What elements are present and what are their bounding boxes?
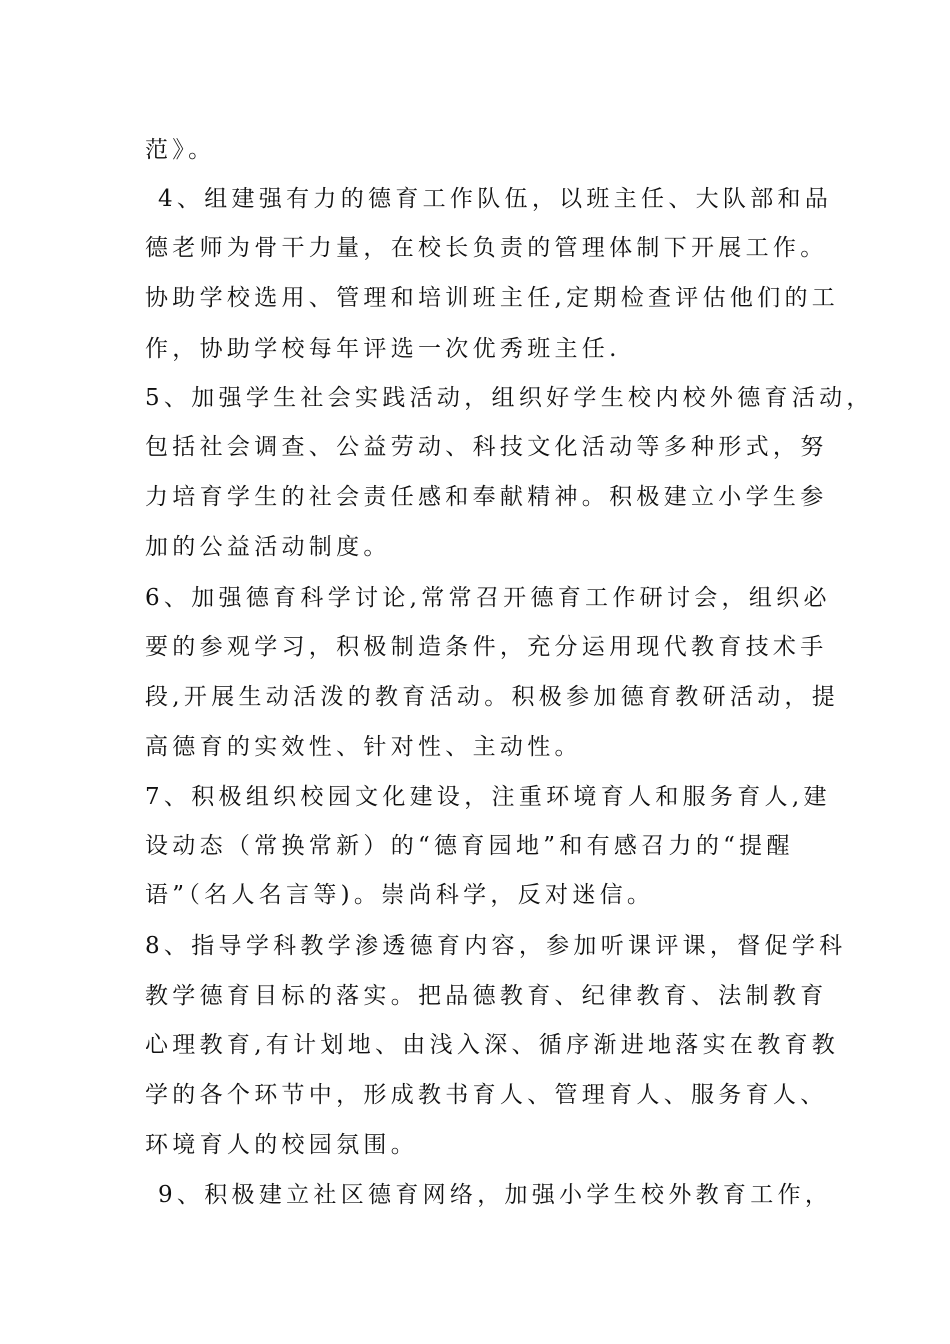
text-line: 9、积极建立社区德育网络，加强小学生校外教育工作，: [158, 1182, 833, 1208]
text-line: 段,开展生动活泼的教育活动。积极参加德育教研活动，提: [145, 684, 840, 710]
text-line: 作，协助学校每年评选一次优秀班主任.: [145, 336, 621, 362]
text-line: 教学德育目标的落实。把品德教育、纪律教育、法制教育: [145, 983, 828, 1009]
text-line: 要的参观学习，积极制造条件，充分运用现代教育技术手: [145, 634, 828, 660]
text-line: 设动态（常换常新）的“德育园地”和有感召力的“提醒: [145, 833, 794, 859]
text-line: 范》。: [145, 137, 216, 163]
text-line: 8、指导学科教学渗透德育内容，参加听课评课，督促学科: [145, 933, 847, 959]
text-line: 语”（名人名言等)。崇尚科学，反对迷信。: [145, 882, 655, 908]
text-line: 环境育人的校园氛围。: [145, 1132, 418, 1158]
text-line: 7、积极组织校园文化建设，注重环境育人和服务育人,建: [145, 784, 831, 810]
text-line: 5、加强学生社会实践活动，组织好学生校内校外德育活动，: [145, 385, 874, 411]
text-line: 德老师为骨干力量，在校长负责的管理体制下开展工作。: [145, 235, 828, 261]
text-line: 高德育的实效性、针对性、主动性。: [145, 734, 582, 760]
text-line: 学的各个环节中，形成教书育人、管理育人、服务育人、: [145, 1082, 828, 1108]
text-line: 协助学校选用、管理和培训班主任,定期检查评估他们的工: [145, 285, 840, 311]
text-line: 包括社会调查、公益劳动、科技文化活动等多种形式，努: [145, 434, 828, 460]
text-line: 加的公益活动制度。: [145, 534, 391, 560]
text-line: 4、组建强有力的德育工作队伍，以班主任、大队部和品: [158, 186, 833, 212]
text-line: 心理教育,有计划地、由浅入深、循序渐进地落实在教育教: [145, 1032, 840, 1058]
text-line: 力培育学生的社会责任感和奉献精神。积极建立小学生参: [145, 484, 828, 510]
text-line: 6、加强德育科学讨论,常常召开德育工作研讨会，组织必: [145, 585, 831, 611]
